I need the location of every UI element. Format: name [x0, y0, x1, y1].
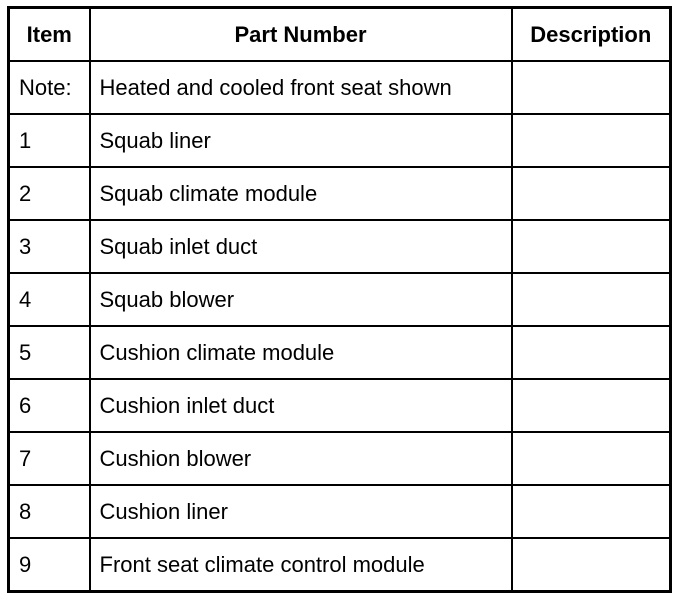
cell-description: [512, 326, 671, 379]
table-row: [9, 167, 671, 220]
cell-description: [512, 220, 671, 273]
cell-item: 8: [9, 485, 90, 538]
cell-part-number: Cushion blower: [90, 432, 512, 485]
table-row: [9, 114, 671, 167]
cell-description: [512, 61, 671, 114]
header-part-number: Part Number: [90, 8, 512, 62]
header-item: Item: [9, 8, 90, 62]
header-description: Description: [512, 8, 671, 62]
cell-description: [512, 379, 671, 432]
cell-description: [512, 114, 671, 167]
cell-part-number: Squab inlet duct: [90, 220, 512, 273]
cell-description: [512, 432, 671, 485]
cell-part-number: Heated and cooled front seat shown: [90, 61, 512, 114]
cell-item: 5: [9, 326, 90, 379]
cell-item: Note:: [9, 61, 90, 114]
table-row: [9, 326, 671, 379]
cell-description: [512, 273, 671, 326]
cell-item: 4: [9, 273, 90, 326]
cell-description: [512, 538, 671, 592]
parts-table: [7, 6, 672, 593]
cell-part-number: Squab climate module: [90, 167, 512, 220]
table-row: [9, 432, 671, 485]
cell-part-number: Front seat climate control module: [90, 538, 512, 592]
table-row: [9, 61, 671, 114]
cell-part-number: Squab blower: [90, 273, 512, 326]
cell-description: [512, 485, 671, 538]
cell-part-number: Cushion inlet duct: [90, 379, 512, 432]
cell-item: 3: [9, 220, 90, 273]
table-row: [9, 220, 671, 273]
cell-item: 2: [9, 167, 90, 220]
table-row: [9, 485, 671, 538]
cell-item: 6: [9, 379, 90, 432]
cell-description: [512, 167, 671, 220]
table-header-row: [9, 8, 671, 62]
table-row: [9, 538, 671, 592]
cell-item: 9: [9, 538, 90, 592]
cell-item: 7: [9, 432, 90, 485]
cell-item: 1: [9, 114, 90, 167]
cell-part-number: Cushion liner: [90, 485, 512, 538]
table-row: [9, 273, 671, 326]
table-row: [9, 379, 671, 432]
cell-part-number: Squab liner: [90, 114, 512, 167]
cell-part-number: Cushion climate module: [90, 326, 512, 379]
